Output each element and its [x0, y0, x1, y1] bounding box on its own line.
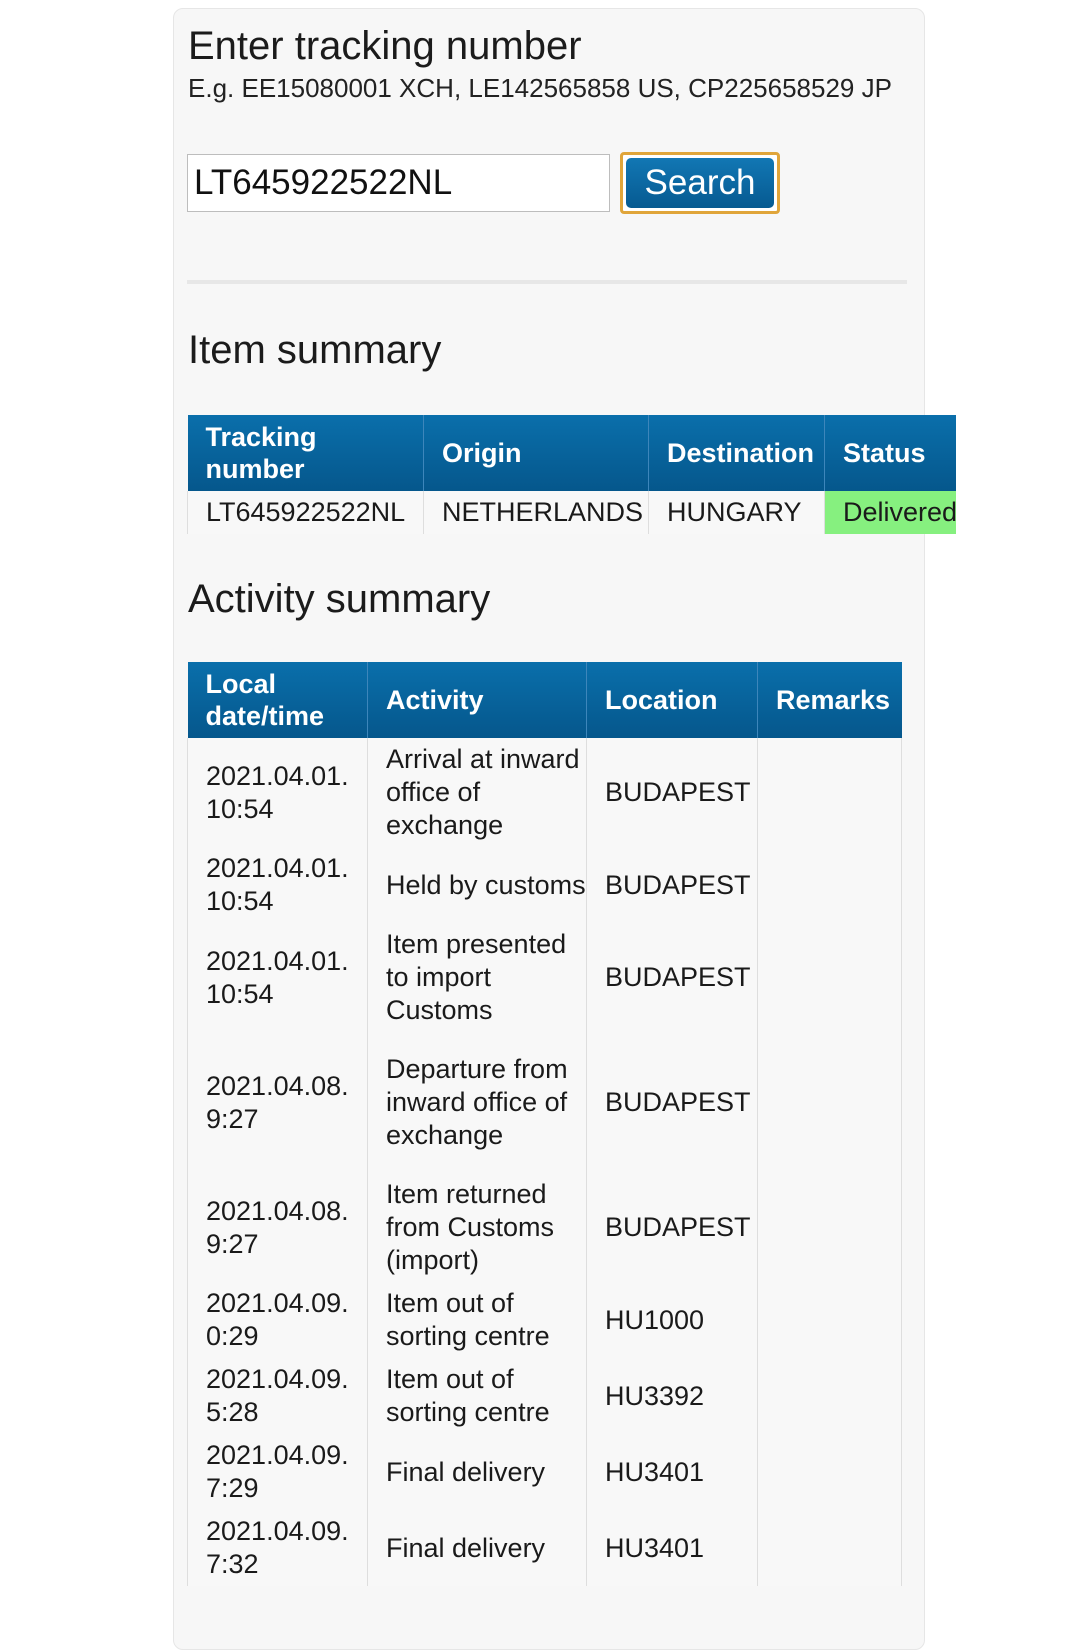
status-badge: Delivered	[825, 491, 956, 534]
remarks-cell	[758, 847, 902, 923]
datetime-cell: 2021.04.09. 7:32	[188, 1510, 368, 1586]
activity-cell: Arrival at inward office of exchange	[368, 738, 587, 847]
activity-cell: Final delivery	[368, 1434, 587, 1510]
page-title: Enter tracking number	[188, 24, 582, 68]
activity-cell: Held by customs	[368, 847, 587, 923]
column-header-origin: Origin	[424, 415, 649, 491]
remarks-cell	[758, 923, 902, 1032]
column-header-activity: Activity	[368, 662, 587, 738]
destination-cell: HUNGARY	[649, 491, 825, 534]
remarks-cell	[758, 1032, 902, 1173]
table-row	[188, 847, 902, 923]
datetime-cell: 2021.04.09. 0:29	[188, 1282, 368, 1358]
tracking-number-cell: LT645922522NL	[188, 491, 424, 534]
table-row	[188, 1434, 902, 1510]
datetime-cell: 2021.04.09. 7:29	[188, 1434, 368, 1510]
remarks-cell	[758, 1434, 902, 1510]
remarks-cell	[758, 1173, 902, 1282]
search-button[interactable]: Search	[626, 158, 774, 208]
column-header-destination: Destination	[649, 415, 825, 491]
location-cell: HU3401	[587, 1510, 758, 1586]
location-cell: HU1000	[587, 1282, 758, 1358]
datetime-cell: 2021.04.08. 9:27	[188, 1173, 368, 1282]
datetime-cell: 2021.04.01. 10:54	[188, 923, 368, 1032]
remarks-cell	[758, 1510, 902, 1586]
column-header-tracking-number: Tracking number	[188, 415, 424, 491]
item-summary-row	[188, 491, 956, 534]
column-header-local-datetime: Local date/time	[188, 662, 368, 738]
location-cell: BUDAPEST	[587, 1032, 758, 1173]
location-cell: BUDAPEST	[587, 738, 758, 847]
item-summary-table	[187, 415, 956, 534]
location-cell: HU3392	[587, 1358, 758, 1434]
table-row	[188, 1032, 902, 1173]
column-header-status: Status	[825, 415, 956, 491]
table-row	[188, 738, 902, 847]
location-cell: HU3401	[587, 1434, 758, 1510]
activity-cell: Final delivery	[368, 1510, 587, 1586]
item-summary-heading: Item summary	[188, 328, 442, 372]
activity-summary-heading: Activity summary	[188, 577, 491, 621]
remarks-cell	[758, 1358, 902, 1434]
activity-cell: Departure from inward office of exchange	[368, 1032, 587, 1173]
activity-header-row	[188, 662, 902, 738]
tracking-number-hint: E.g. EE15080001 XCH, LE142565858 US, CP225658529 JP	[188, 73, 892, 103]
datetime-cell: 2021.04.09. 5:28	[188, 1358, 368, 1434]
location-cell: BUDAPEST	[587, 847, 758, 923]
column-header-remarks: Remarks	[758, 662, 902, 738]
location-cell: BUDAPEST	[587, 1173, 758, 1282]
activity-summary-table	[187, 662, 902, 1586]
remarks-cell	[758, 738, 902, 847]
table-row	[188, 1510, 902, 1586]
activity-cell: Item returned from Customs (import)	[368, 1173, 587, 1282]
column-header-location: Location	[587, 662, 758, 738]
item-summary-header-row	[188, 415, 956, 491]
datetime-cell: 2021.04.01. 10:54	[188, 847, 368, 923]
activity-cell: Item presented to import Customs	[368, 923, 587, 1032]
table-row	[188, 1173, 902, 1282]
divider	[187, 280, 907, 284]
table-row	[188, 923, 902, 1032]
table-row	[188, 1358, 902, 1434]
origin-cell: NETHERLANDS	[424, 491, 649, 534]
tracking-number-input[interactable]	[187, 154, 610, 212]
datetime-cell: 2021.04.01. 10:54	[188, 738, 368, 847]
activity-cell: Item out of sorting centre	[368, 1358, 587, 1434]
datetime-cell: 2021.04.08. 9:27	[188, 1032, 368, 1173]
activity-cell: Item out of sorting centre	[368, 1282, 587, 1358]
location-cell: BUDAPEST	[587, 923, 758, 1032]
table-row	[188, 1282, 902, 1358]
remarks-cell	[758, 1282, 902, 1358]
